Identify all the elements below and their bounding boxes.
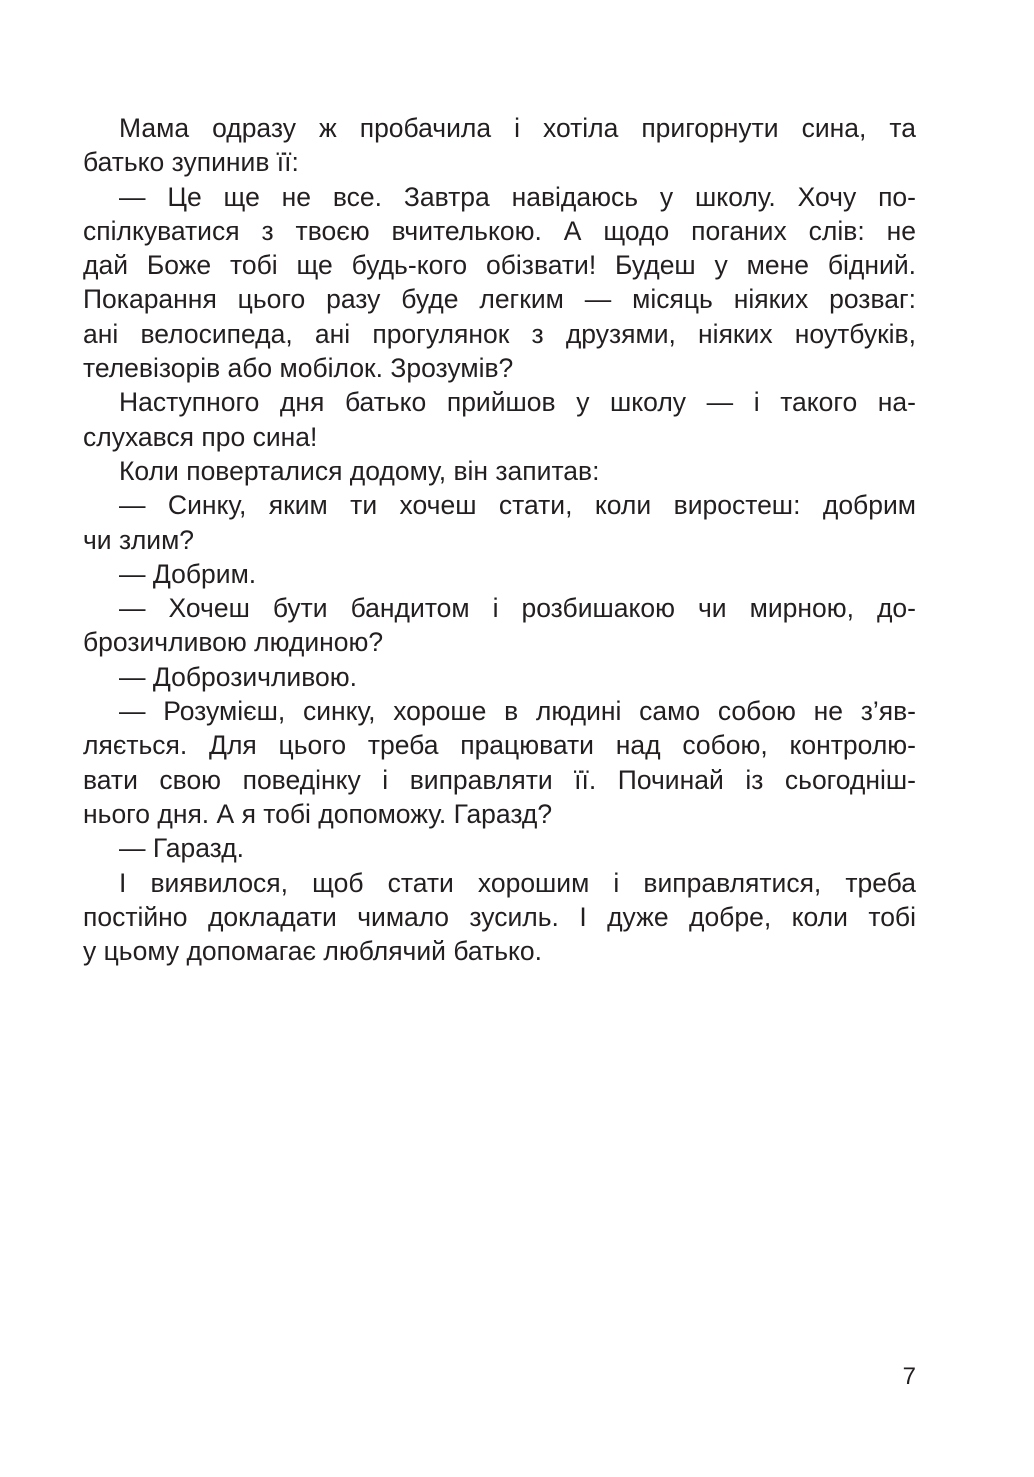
text-line: Наступного дня батько прийшов у школу — і такого на- — [119, 387, 916, 418]
text-line: постійно докладати чималo зусиль. І дуже добре, коли тобі — [83, 901, 916, 932]
text-line: Коли поверталися додому, він запитав: — [119, 455, 600, 486]
text-line: — Розумієш, синку, хороше в людині само собою не з’яв- — [119, 696, 916, 727]
text-line: батько зупинив її: — [83, 147, 299, 178]
text-line: — Синку, яким ти хочеш стати, коли виростеш: добрим — [119, 490, 916, 521]
text-line: нього дня. А я тобі допоможу. Гаразд? — [83, 798, 553, 829]
page-number: 7 — [902, 1363, 916, 1390]
text-line: спілкуватися з твоєю вчителькою. А щодо поганих слів: не — [83, 215, 916, 246]
text-line: ляється. Для цього треба працювати над собою, контролю- — [83, 730, 916, 761]
text-line: слухався про сина! — [83, 421, 318, 452]
text-line: — Хочеш бути бандитом і розбишакою чи мирною, до- — [119, 593, 916, 624]
text-line: І виявилося, щоб стати хорошим і виправлятися, треба — [119, 867, 916, 898]
text-line: — Гаразд. — [119, 833, 245, 864]
text-line: чи злим? — [83, 524, 195, 555]
text-line: — Добрим. — [119, 558, 257, 589]
story-text — [83, 111, 916, 968]
text-line: Мама одразу ж пробачила і хотіла пригорнути сина, та — [119, 113, 916, 143]
text-line: — Це ще не все. Завтра навідаюсь у школу. Хочу по- — [119, 181, 916, 212]
text-line: брозичливою людиною? — [83, 627, 384, 658]
text-line: вати свою поведінку і виправляти її. Починай із сьогоднiш- — [83, 764, 916, 795]
text-line: телевізорів або мобілок. Зрозумів? — [83, 353, 514, 384]
text-line: у цьому допомагає люблячий батько. — [83, 936, 542, 967]
text-line: Покарання цього разу буде легким — місяць ніяких розваг: — [83, 284, 916, 315]
text-line: дай Боже тобі ще будь-кого обізвати! Будеш у мене бідний. — [83, 250, 916, 281]
text-line: — Доброзичливою. — [119, 661, 357, 692]
text-line: ані велосипеда, ані прогулянок з друзями, ніяких ноутбуків, — [83, 318, 916, 349]
